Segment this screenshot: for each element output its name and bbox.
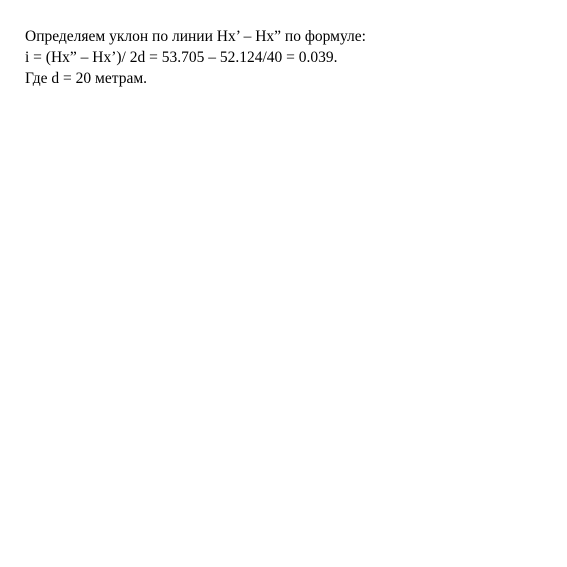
formula-line: i = (Нх” – Нх’)/ 2d = 53.705 – 52.124/40 = 0.039. — [25, 49, 338, 66]
intro-line: Определяем уклон по линии Нх’ – Нх” по формуле: — [25, 28, 366, 45]
document-text — [25, 26, 366, 89]
definition-line: Где d = 20 метрам. — [25, 70, 148, 87]
